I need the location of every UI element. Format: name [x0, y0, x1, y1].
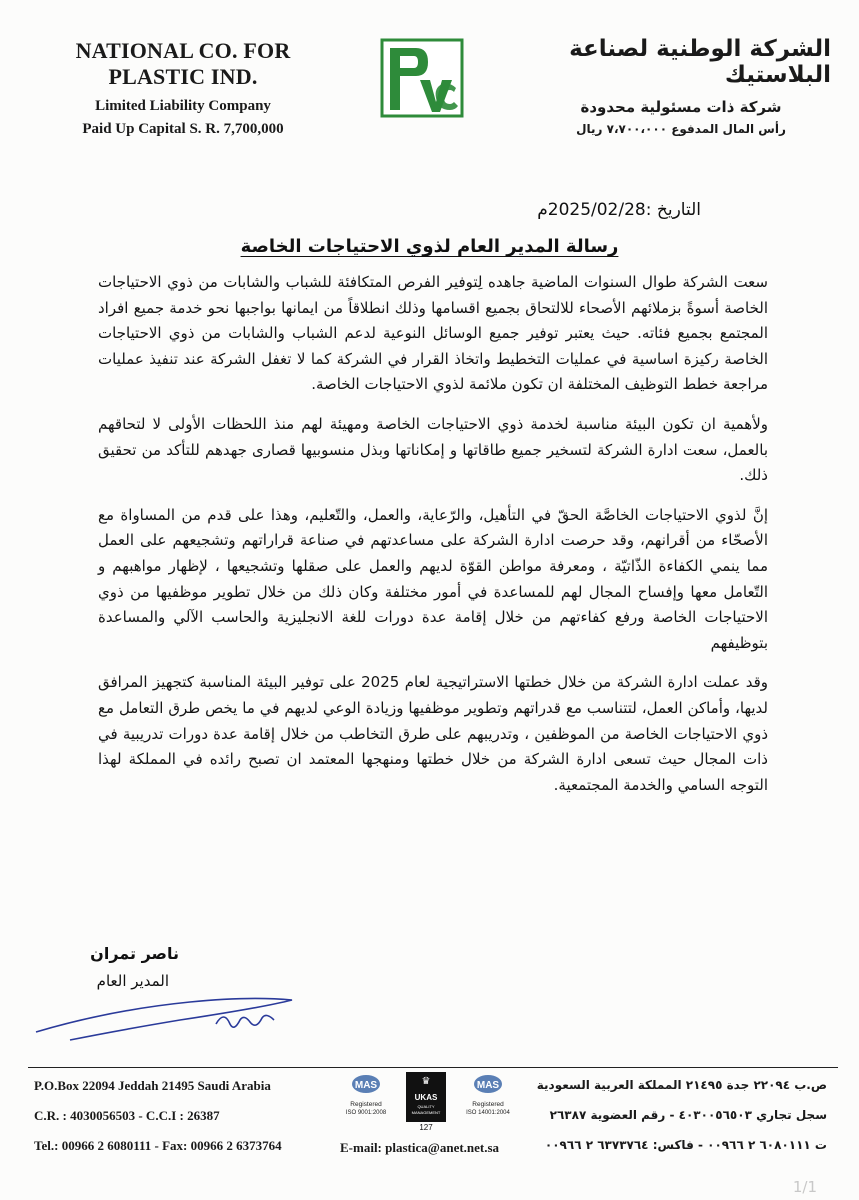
company-type-ar: شركة ذات مسئولية محدودة: [580, 98, 782, 116]
footer-registration-ar: سجل تجاري ٤٠٣٠٠٥٦٥٠٣ - رقم العضوية ٢٦٣٨٧: [549, 1108, 827, 1122]
svg-text:Registered: Registered: [472, 1101, 504, 1108]
svg-text:127: 127: [419, 1123, 433, 1132]
certification-badges: [340, 1070, 520, 1132]
signatory-title: المدير العام: [96, 972, 169, 990]
footer-phone-ar: ت ٦٠٨٠١١١ ٢ ٠٠٩٦٦ - فاكس: ٦٣٧٣٧٦٤ ٢ ٠٠٩٦٦: [544, 1138, 827, 1152]
paragraph: سعت الشركة طوال السنوات الماضية جاهده لِتوفير الفرص المتكافئة للشباب والشابات من ذوي الاحتياجات الخاصة أسوةً بزملائهم الأصحاء للالتحاق بجميع اقسامها وذلك انطلاقاً من ايمانها بواجبها نحو خدمة جميع افراد المجتمع بجميع فئاته. حيث يعتبر توفير جميع الوسائل النوعية لدعم الشباب والشابات من ذوي الاحتياجات الخاصة ركيزة اساسية في عمليات التخطيط واتخاذ القرار في الشركة كما لا تغفل الشركة عند تنفيذ عمليات مراجعة خطط التوظيف المختلفة ان تكون ملائمة لذوي الاحتياجات الخاصة.: [98, 273, 768, 394]
svg-text:♛: ♛: [421, 1076, 431, 1087]
page-number: 1/1: [792, 1178, 817, 1196]
company-capital-ar: رأس المال المدفوع ٧،٧٠٠،٠٠٠ ريال: [576, 122, 786, 136]
handwritten-signature: [30, 980, 330, 1060]
footer-registration-en: C.R. : 4030056503 - C.C.I : 26387: [34, 1108, 220, 1123]
footer-divider: [28, 1067, 838, 1068]
svg-text:QUALITY: QUALITY: [417, 1104, 435, 1109]
svg-text:Registered: Registered: [350, 1101, 382, 1108]
header-arabic: [531, 36, 831, 136]
svg-text:MANAGEMENT: MANAGEMENT: [411, 1110, 441, 1115]
footer-address-ar: ص.ب ٢٢٠٩٤ جدة ٢١٤٩٥ المملكة العربية السعودية: [536, 1078, 827, 1092]
iso-14001-badge: [466, 1075, 510, 1116]
footer-arabic: [537, 1078, 827, 1168]
pvc-logo: [380, 38, 464, 118]
paragraph: ولأهمية ان تكون البيئة مناسبة لخدمة ذوي الاحتياجات الخاصة ومهيئة لهم منذ اللحظات الأولى لا لتحاقهم بالعمل، سعت ادارة الشركة لتسخير جميع طاقاتها و إمكاناتها وبذل منسوبيها قصارى جهدهم للتأكد من تحقيق ذلك.: [98, 414, 768, 485]
svg-text:UKAS: UKAS: [414, 1093, 438, 1102]
letter-body: [98, 270, 768, 812]
ukas-badge: [406, 1072, 446, 1132]
footer-english: [34, 1078, 282, 1168]
signatory-name: ناصر تمران: [90, 944, 179, 963]
footer-phone-en: Tel.: 00966 2 6080111 - Fax: 00966 2 6373764: [34, 1138, 282, 1153]
paragraph: إنَّ لذوي الاحتياجات الخاصَّة الحقّ في التأهيل، والرّعاية، والعمل، والتّعليم، وهذا على قدم من المساواة مع الأصحّاء من أقرانهم، وقد حرصت ادارة الشركة على مساعدتهم في صناعة قراراتهم وتشجيعهم على العمل مما ينمي الكفاءة الذّاتيّة ، ومعرفة مواطن القوّة لديهم والعمل على صقلها وتشجيعها ، لإظهار مواهبهم و التّعامل معها وإفساح المجال لهم للمساعدة في أمور مختلفة وكان ذلك من خلال تطوير موظفيها من ذوي الاحتياجات الخاصة ورفع كفاءتهم من خلال إقامة عدة دورات للغة الانجليزية والحاسب الآلي والمساعدة بتوظيفهم: [98, 505, 768, 652]
company-type-en: Limited Liability Company: [95, 98, 271, 114]
letter-date: التاريخ :2025/02/28م: [537, 200, 701, 220]
iso-9001-badge: [346, 1075, 387, 1116]
svg-text:MAS: MAS: [354, 1080, 378, 1091]
company-capital-en: Paid Up Capital S. R. 7,700,000: [82, 121, 284, 137]
svg-text:ISO 14001:2004: ISO 14001:2004: [466, 1110, 510, 1116]
footer-email: E-mail: plastica@anet.net.sa: [340, 1140, 500, 1155]
svg-text:ISO 9001:2008: ISO 9001:2008: [345, 1110, 387, 1116]
letter-subject: رسالة المدير العام لذوي الاحتياجات الخاصة: [240, 236, 619, 257]
footer-address-en: P.O.Box 22094 Jeddah 21495 Saudi Arabia: [34, 1078, 271, 1093]
paragraph: وقد عملت ادارة الشركة من خلال خطتها الاستراتيجية لعام 2025 على توفير البيئة المناسبة كتجهيز المرافق لديها، وأماكن العمل، لتتناسب مع قدراتهم وتطوير موظفيها وزيادة الوعي لديهم في ما يخص طرق التعامل مع ذوي الاحتياجات الخاصة من الموظفين ، وتدريبهم على طرق التخاطب من خلال إقامة عدة دورات تدريبية في ذات المجال حيث تسعى ادارة الشركة من خلال خطتها ومنهجها المعتمد ان تصبح رائده في المملكة لهذا التوجه السامي والخدمة المجتمعية.: [98, 673, 768, 794]
header-english: [28, 38, 338, 138]
svg-text:MAS: MAS: [476, 1080, 500, 1091]
company-name-ar: الشركة الوطنية لصناعة البلاستيك: [569, 36, 831, 88]
company-name-en: NATIONAL CO. FOR PLASTIC IND.: [75, 38, 291, 89]
